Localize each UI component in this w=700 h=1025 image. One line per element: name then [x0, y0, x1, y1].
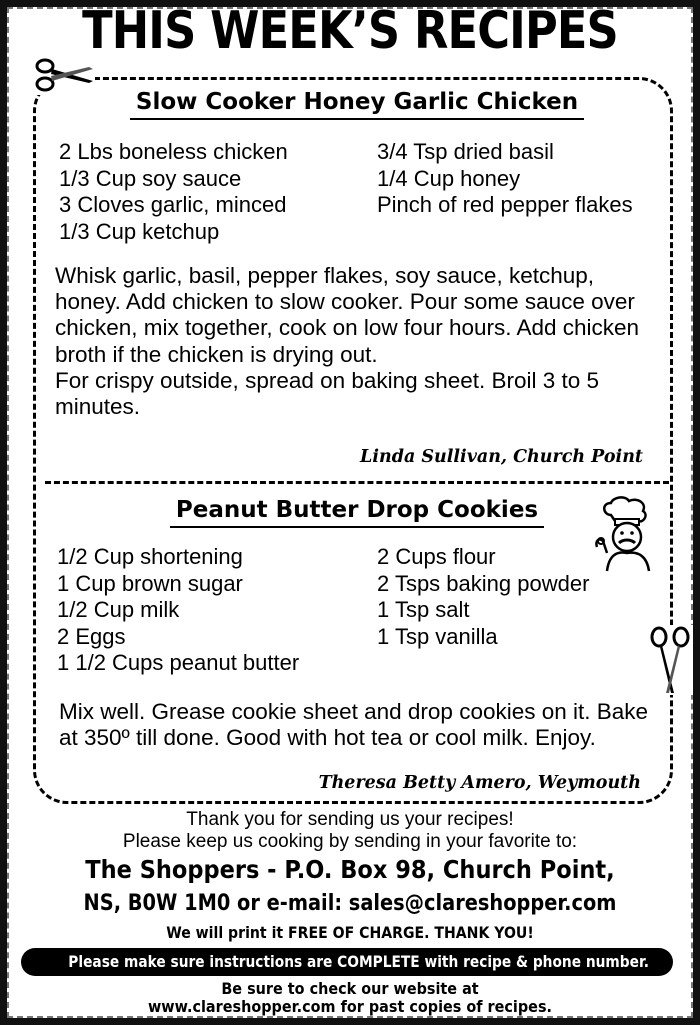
ingredient: 1/3 Cup soy sauce — [59, 165, 242, 191]
ingredient: 1/4 Cup honey — [377, 165, 521, 191]
footer-address-line1: The Shoppers - P.O. Box 98, Church Point, — [85, 855, 615, 884]
ingredient: 1/2 Cup milk — [57, 597, 180, 622]
ingredients-left-1 — [59, 139, 288, 245]
ingredient: 1/3 Cup ketchup — [59, 218, 220, 244]
ingredient: 1 Tsp vanilla — [377, 623, 498, 649]
ingredients-right-2 — [377, 544, 589, 650]
ingredient: 1 1/2 Cups peanut butter — [57, 650, 300, 675]
recipe-title-1: Slow Cooker Honey Garlic Chicken — [7, 89, 700, 115]
ingredient: 3 Cloves garlic, minced — [59, 192, 287, 217]
chef-icon — [585, 495, 665, 573]
page-title: THIS WEEK’S RECIPES — [82, 1, 618, 61]
ingredients-left-2 — [57, 544, 299, 677]
footer-website-line2: www.clareshopper.com for past copies of recipes. — [147, 997, 552, 1016]
scissors-icon — [647, 625, 693, 695]
ingredient: 1/2 Cup shortening — [57, 544, 243, 569]
ingredient: 3/4 Tsp dried basil — [377, 139, 554, 164]
ingredient: 2 Tsps baking powder — [377, 570, 590, 596]
recipe-author-2: Theresa Betty Amero, Weymouth — [318, 773, 641, 793]
footer-free: We will print it FREE OF CHARGE. THANK YOU! — [166, 923, 534, 942]
ingredient: 2 Eggs — [57, 623, 126, 649]
footer-address-line2: NS, B0W 1M0 or e-mail: sales@clareshopper.com — [83, 891, 617, 916]
ingredients-right-1 — [377, 139, 633, 219]
ingredient: 2 Cups flour — [377, 544, 496, 569]
instructions-1 — [55, 263, 665, 420]
instructions-2 — [59, 699, 659, 751]
recipe-title-2: Peanut Butter Drop Cookies — [7, 497, 700, 523]
footer-please: Please keep us cooking by sending in your favorite to: — [122, 831, 578, 852]
recipe-author-1: Linda Sullivan, Church Point — [360, 447, 643, 467]
footer-website-line1: Be sure to check our website at — [221, 979, 479, 998]
ingredient: 1 Cup brown sugar — [57, 570, 243, 596]
instruction-paragraph: Whisk garlic, basil, pepper flakes, soy sauce, ketchup, honey. Add chicken to slow cooker. Pour some sauce over chicken, mix together, cook on low four hours. Add chicken broth if the chicken is drying out. — [55, 263, 640, 367]
instruction-paragraph: For crispy outside, spread on baking sheet. Broil 3 to 5 minutes. — [55, 367, 600, 420]
ingredient: 1 Tsp salt — [377, 597, 470, 622]
footer-thanks: Thank you for sending us your recipes! — [186, 809, 514, 830]
instruction-paragraph: Mix well. Grease cookie sheet and drop cookies on it. Bake at 350º till done. Good with hot tea or cool milk. Enjoy. — [59, 699, 649, 751]
footer-banner: Please make sure instructions are COMPLETE with recipe & phone number. — [21, 948, 673, 976]
ingredient: Pinch of red pepper flakes — [377, 192, 633, 217]
recipe-divider — [45, 481, 669, 484]
ingredient: 2 Lbs boneless chicken — [59, 139, 288, 164]
